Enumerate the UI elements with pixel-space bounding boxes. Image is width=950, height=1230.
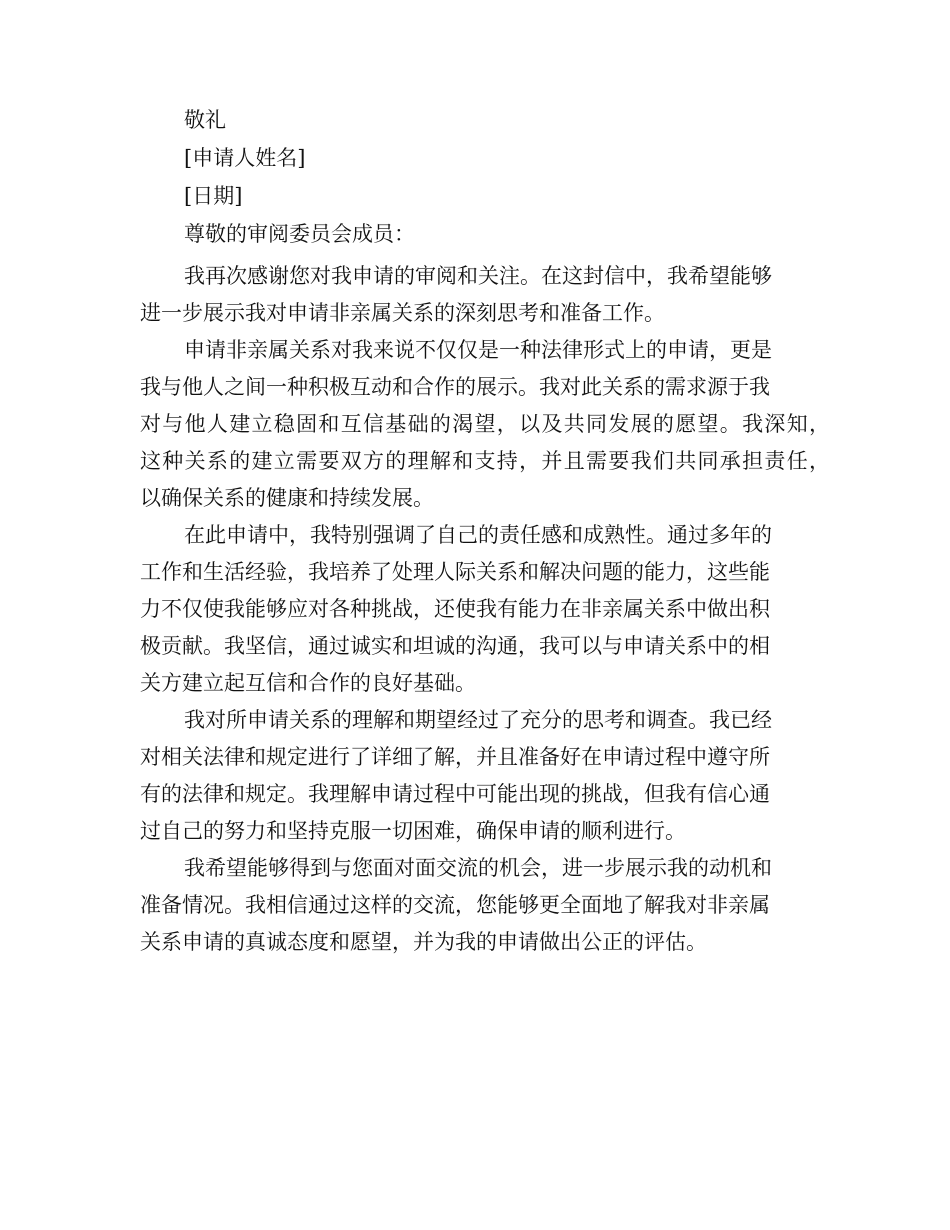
paragraph-line: 力不仅使我能够应对各种挑战，还使我有能力在非亲属关系中做出积 (140, 597, 770, 621)
paragraph-line: 我对所申请关系的理解和期望经过了充分的思考和调查。我已经 (184, 708, 772, 732)
paragraph-line: 在此申请中，我特别强调了自己的责任感和成熟性。通过多年的 (184, 523, 772, 547)
paragraph-line: 准备情况。我相信通过这样的交流，您能够更全面地了解我对非亲属 (140, 893, 770, 917)
paragraph-line: 极贡献。我坚信，通过诚实和坦诚的沟通，我可以与申请关系中的相 (140, 634, 770, 658)
salutation: 尊敬的审阅委员会成员： (184, 222, 415, 246)
paragraph-line: 关方建立起互信和合作的良好基础。 (140, 671, 476, 695)
letter-body (140, 106, 830, 961)
applicant-name: [申请人姓名] (184, 146, 306, 170)
paragraph-line: 过自己的努力和坚持克服一切困难，确保申请的顺利进行。 (140, 819, 686, 843)
paragraph-line: 对相关法律和规定进行了详细了解，并且准备好在申请过程中遵守所 (140, 745, 770, 769)
paragraph-line: 关系申请的真诚态度和愿望，并为我的申请做出公正的评估。 (140, 930, 707, 954)
paragraph-line: 对与他人建立稳固和互信基础的渴望，以及共同发展的愿望。我深知， (140, 412, 830, 436)
paragraph-line: 申请非亲属关系对我来说不仅仅是一种法律形式上的申请，更是 (184, 338, 772, 362)
paragraph-line: 这种关系的建立需要双方的理解和支持，并且需要我们共同承担责任， (140, 449, 830, 473)
paragraph (140, 332, 830, 517)
paragraph (140, 258, 830, 332)
paragraph (140, 702, 830, 850)
date-line: [日期] (184, 184, 243, 208)
closing-line: 敬礼 (184, 108, 226, 132)
paragraph (140, 850, 830, 961)
paragraph-line: 有的法律和规定。我理解申请过程中可能出现的挑战，但我有信心通 (140, 782, 770, 806)
paragraph-line: 我与他人之间一种积极互动和合作的展示。我对此关系的需求源于我 (140, 375, 770, 399)
paragraph (140, 517, 830, 702)
paragraph-line: 我希望能够得到与您面对面交流的机会，进一步展示我的动机和 (184, 856, 772, 880)
paragraph-line: 工作和生活经验，我培养了处理人际关系和解决问题的能力，这些能 (140, 560, 770, 584)
paragraph-line: 我再次感谢您对我申请的审阅和关注。在这封信中，我希望能够 (184, 264, 772, 288)
paragraph-line: 进一步展示我对申请非亲属关系的深刻思考和准备工作。 (140, 301, 665, 325)
paragraph-line: 以确保关系的健康和持续发展。 (140, 486, 434, 510)
